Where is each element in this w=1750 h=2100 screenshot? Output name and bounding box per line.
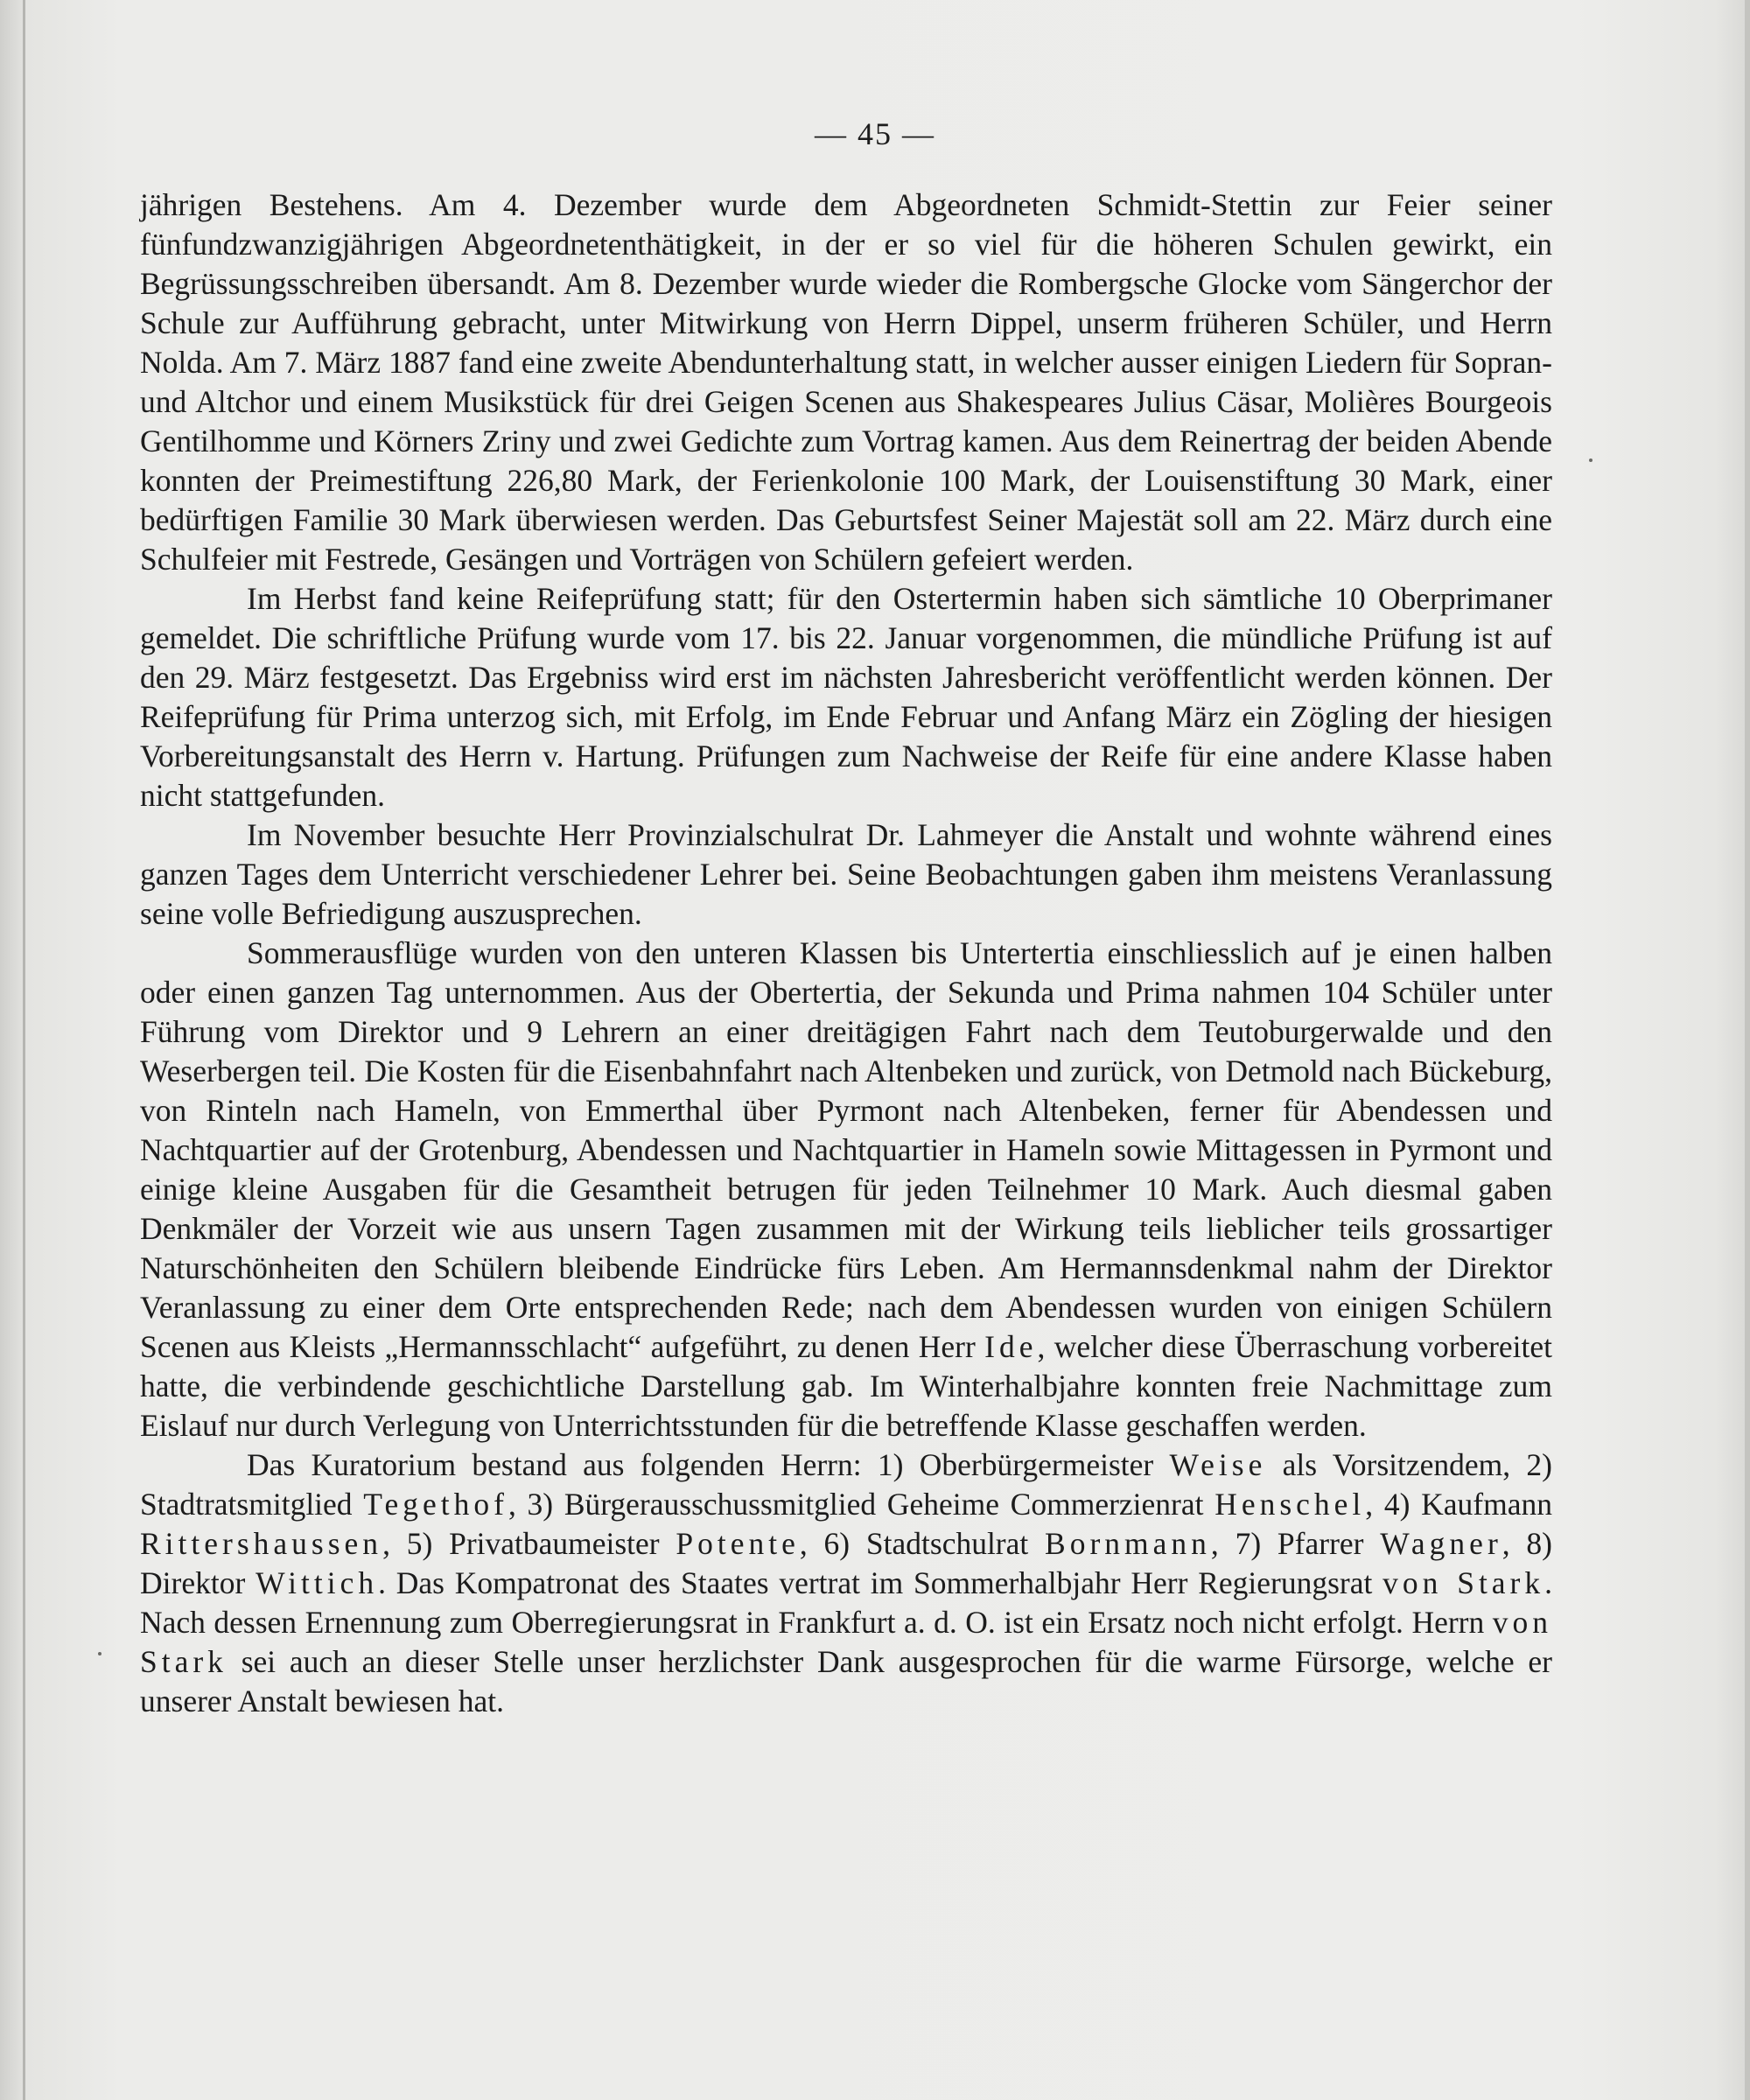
- text-run: , 8) Direktor: [140, 1526, 1552, 1600]
- text-run: als Vorsitzendem, 2) Stadtratsmitglied: [140, 1447, 1553, 1522]
- scan-speck: [98, 1652, 102, 1656]
- spaced-name: Ide: [984, 1329, 1038, 1364]
- text-run: , 6) Stadtschulrat: [799, 1526, 1046, 1561]
- text-run: Sommerausflüge wurden von den unteren Klassen bis Untertertia einschliesslich auf je einen halben oder einen ganzen Tag unternommen. Aus der Obertertia, der Sekunda und Prima nahmen 104 Schüler unter Führung vom Direktor und 9 Lehrern an einer dreitägigen Fahrt nach dem Teutoburgerwalde und den Weserbergen teil. Die Kosten für die Eisenbahnfahrt nach Altenbeken und zurück, von Detmold nach Bückeburg, von Rinteln nach Hameln, von Emmerthal über Pyrmont nach Altenbeken, ferner für Abendessen und Nachtquartier auf der Grotenburg, Abendessen und Nachtquartier in Hameln sowie Mittagessen in Pyrmont und einige kleine Ausgaben für die Gesamtheit betrugen für jeden Teilnehmer 10 Mark. Auch diesmal gaben Denkmäler der Vorzeit wie aus unsern Tagen zusammen mit der Wirkung teils lieblicher teils grossartiger Naturschönheiten den Schülern bleibende Eindrücke fürs Leben. Am Hermannsdenkmal nahm der Direktor Veranlassung zu einer dem Orte entsprechenden Rede; nach dem Abendessen wurden von einigen Schülern Scenen aus Kleists „Hermannsschlacht“ aufgeführt, zu denen Herr: [140, 935, 1552, 1364]
- text-run: jährigen Bestehens. Am 4. Dezember wurde dem Abgeordneten Schmidt-Stettin zur Feier seiner fünfundzwanzigjährigen Abgeordnetenthätigkeit, in der er so viel für die höheren Schulen gewirkt, ein Begrüssungsschreiben übersandt. Am 8. Dezember wurde wieder die Rombergsche Glocke vom Sängerchor der Schule zur Aufführung gebracht, unter Mitwirkung von Herrn Dippel, unserm früheren Schüler, und Herrn Nolda. Am 7. März 1887 fand eine zweite Abendunterhaltung statt, in welcher ausser einigen Liedern für Sopran- und Altchor und einem Musikstück für drei Geigen Scenen aus Shakespeares Julius Cäsar, Molières Bourgeois Gentilhomme und Körners Zriny und zwei Gedichte zum Vortrag kamen. Aus dem Reinertrag der beiden Abende konnten der Preimestiftung 226,80 Mark, der Ferienkolonie 100 Mark, der Louisenstiftung 30 Mark, einer bedürftigen Familie 30 Mark überwiesen werden. Das Geburtsfest Seiner Majestät soll am 22. März durch eine Schulfeier mit Festrede, Gesängen und Vorträgen von Schülern gefeiert werden.: [140, 187, 1552, 577]
- spaced-name: Henschel: [1214, 1487, 1366, 1522]
- paragraph-festivities: [140, 186, 1552, 579]
- spaced-name: von Stark: [1382, 1565, 1545, 1600]
- spaced-name: Potente: [676, 1526, 800, 1561]
- paragraph-inspection: [140, 816, 1552, 934]
- spaced-name: Rittershaussen: [140, 1526, 383, 1561]
- scan-speck: [1589, 458, 1592, 462]
- text-run: , 4) Kaufmann: [1365, 1487, 1552, 1522]
- spaced-name: Bornmann: [1045, 1526, 1211, 1561]
- body-text: [140, 186, 1552, 1721]
- text-run: , 5) Privatbaumeister: [382, 1526, 676, 1561]
- paragraph-kuratorium: [140, 1446, 1552, 1721]
- spaced-name: Wittich: [256, 1565, 379, 1600]
- text-run: , 3) Bürgerausschussmitglied Geheime Commerzienrat: [508, 1487, 1215, 1522]
- binding-gutter: [23, 0, 25, 2100]
- text-run: . Das Kompatronat des Staates vertrat im Sommerhalbjahr Herr Regierungsrat: [378, 1565, 1383, 1600]
- spaced-name: Wagner: [1380, 1526, 1502, 1561]
- text-run: Das Kuratorium bestand aus folgenden Herrn: 1) Oberbürgermeister: [247, 1447, 1170, 1482]
- paragraph-reifepruefung: [140, 579, 1552, 816]
- spaced-name: Tegethof: [363, 1487, 508, 1522]
- page-number: — 45 —: [815, 116, 935, 151]
- paragraph-excursions: [140, 934, 1552, 1446]
- text-run: . Nach dessen Ernennung zum Oberregierungsrat in Frankfurt a. d. O. ist ein Ersatz noch nicht erfolgt. Herrn: [140, 1565, 1553, 1640]
- spaced-name: Weise: [1169, 1447, 1267, 1482]
- text-run: Im November besuchte Herr Provinzialschulrat Dr. Lahmeyer die Anstalt und wohnte während eines ganzen Tages dem Unterricht verschiedener Lehrer bei. Seine Beobachtungen gaben ihm meistens Veranlassung seine volle Befriedigung auszusprechen.: [140, 817, 1552, 931]
- text-run: , 7) Pfarrer: [1210, 1526, 1381, 1561]
- text-run: sei auch an dieser Stelle unser herzlichster Dank ausgesprochen für die warme Fürsorge, welche er unserer Anstalt bewiesen hat.: [140, 1644, 1552, 1718]
- spaced-name: von Stark: [140, 1605, 1552, 1679]
- text-run: Im Herbst fand keine Reifeprüfung statt; für den Ostertermin haben sich sämtliche 10 Oberprimaner gemeldet. Die schriftliche Prüfung wurde vom 17. bis 22. Januar vorgenommen, die mündliche Prüfung ist auf den 29. März festgesetzt. Das Ergebniss wird erst im nächsten Jahresbericht veröffentlicht werden können. Der Reifeprüfung für Prima unterzog sich, mit Erfolg, im Ende Februar und Anfang März ein Zögling der hiesigen Vorbereitungsanstalt des Herrn v. Hartung. Prüfungen zum Nachweise der Reife für eine andere Klasse haben nicht stattgefunden.: [140, 581, 1552, 813]
- page-edge: [1745, 0, 1750, 2100]
- text-run: , welcher diese Überraschung vorbereitet hatte, die verbindende geschichtliche Darstellung gab. Im Winterhalbjahre konnten freie Nachmittage zum Eislauf nur durch Verlegung von Unterrichtsstunden für die betreffende Klasse geschaffen werden.: [140, 1329, 1552, 1443]
